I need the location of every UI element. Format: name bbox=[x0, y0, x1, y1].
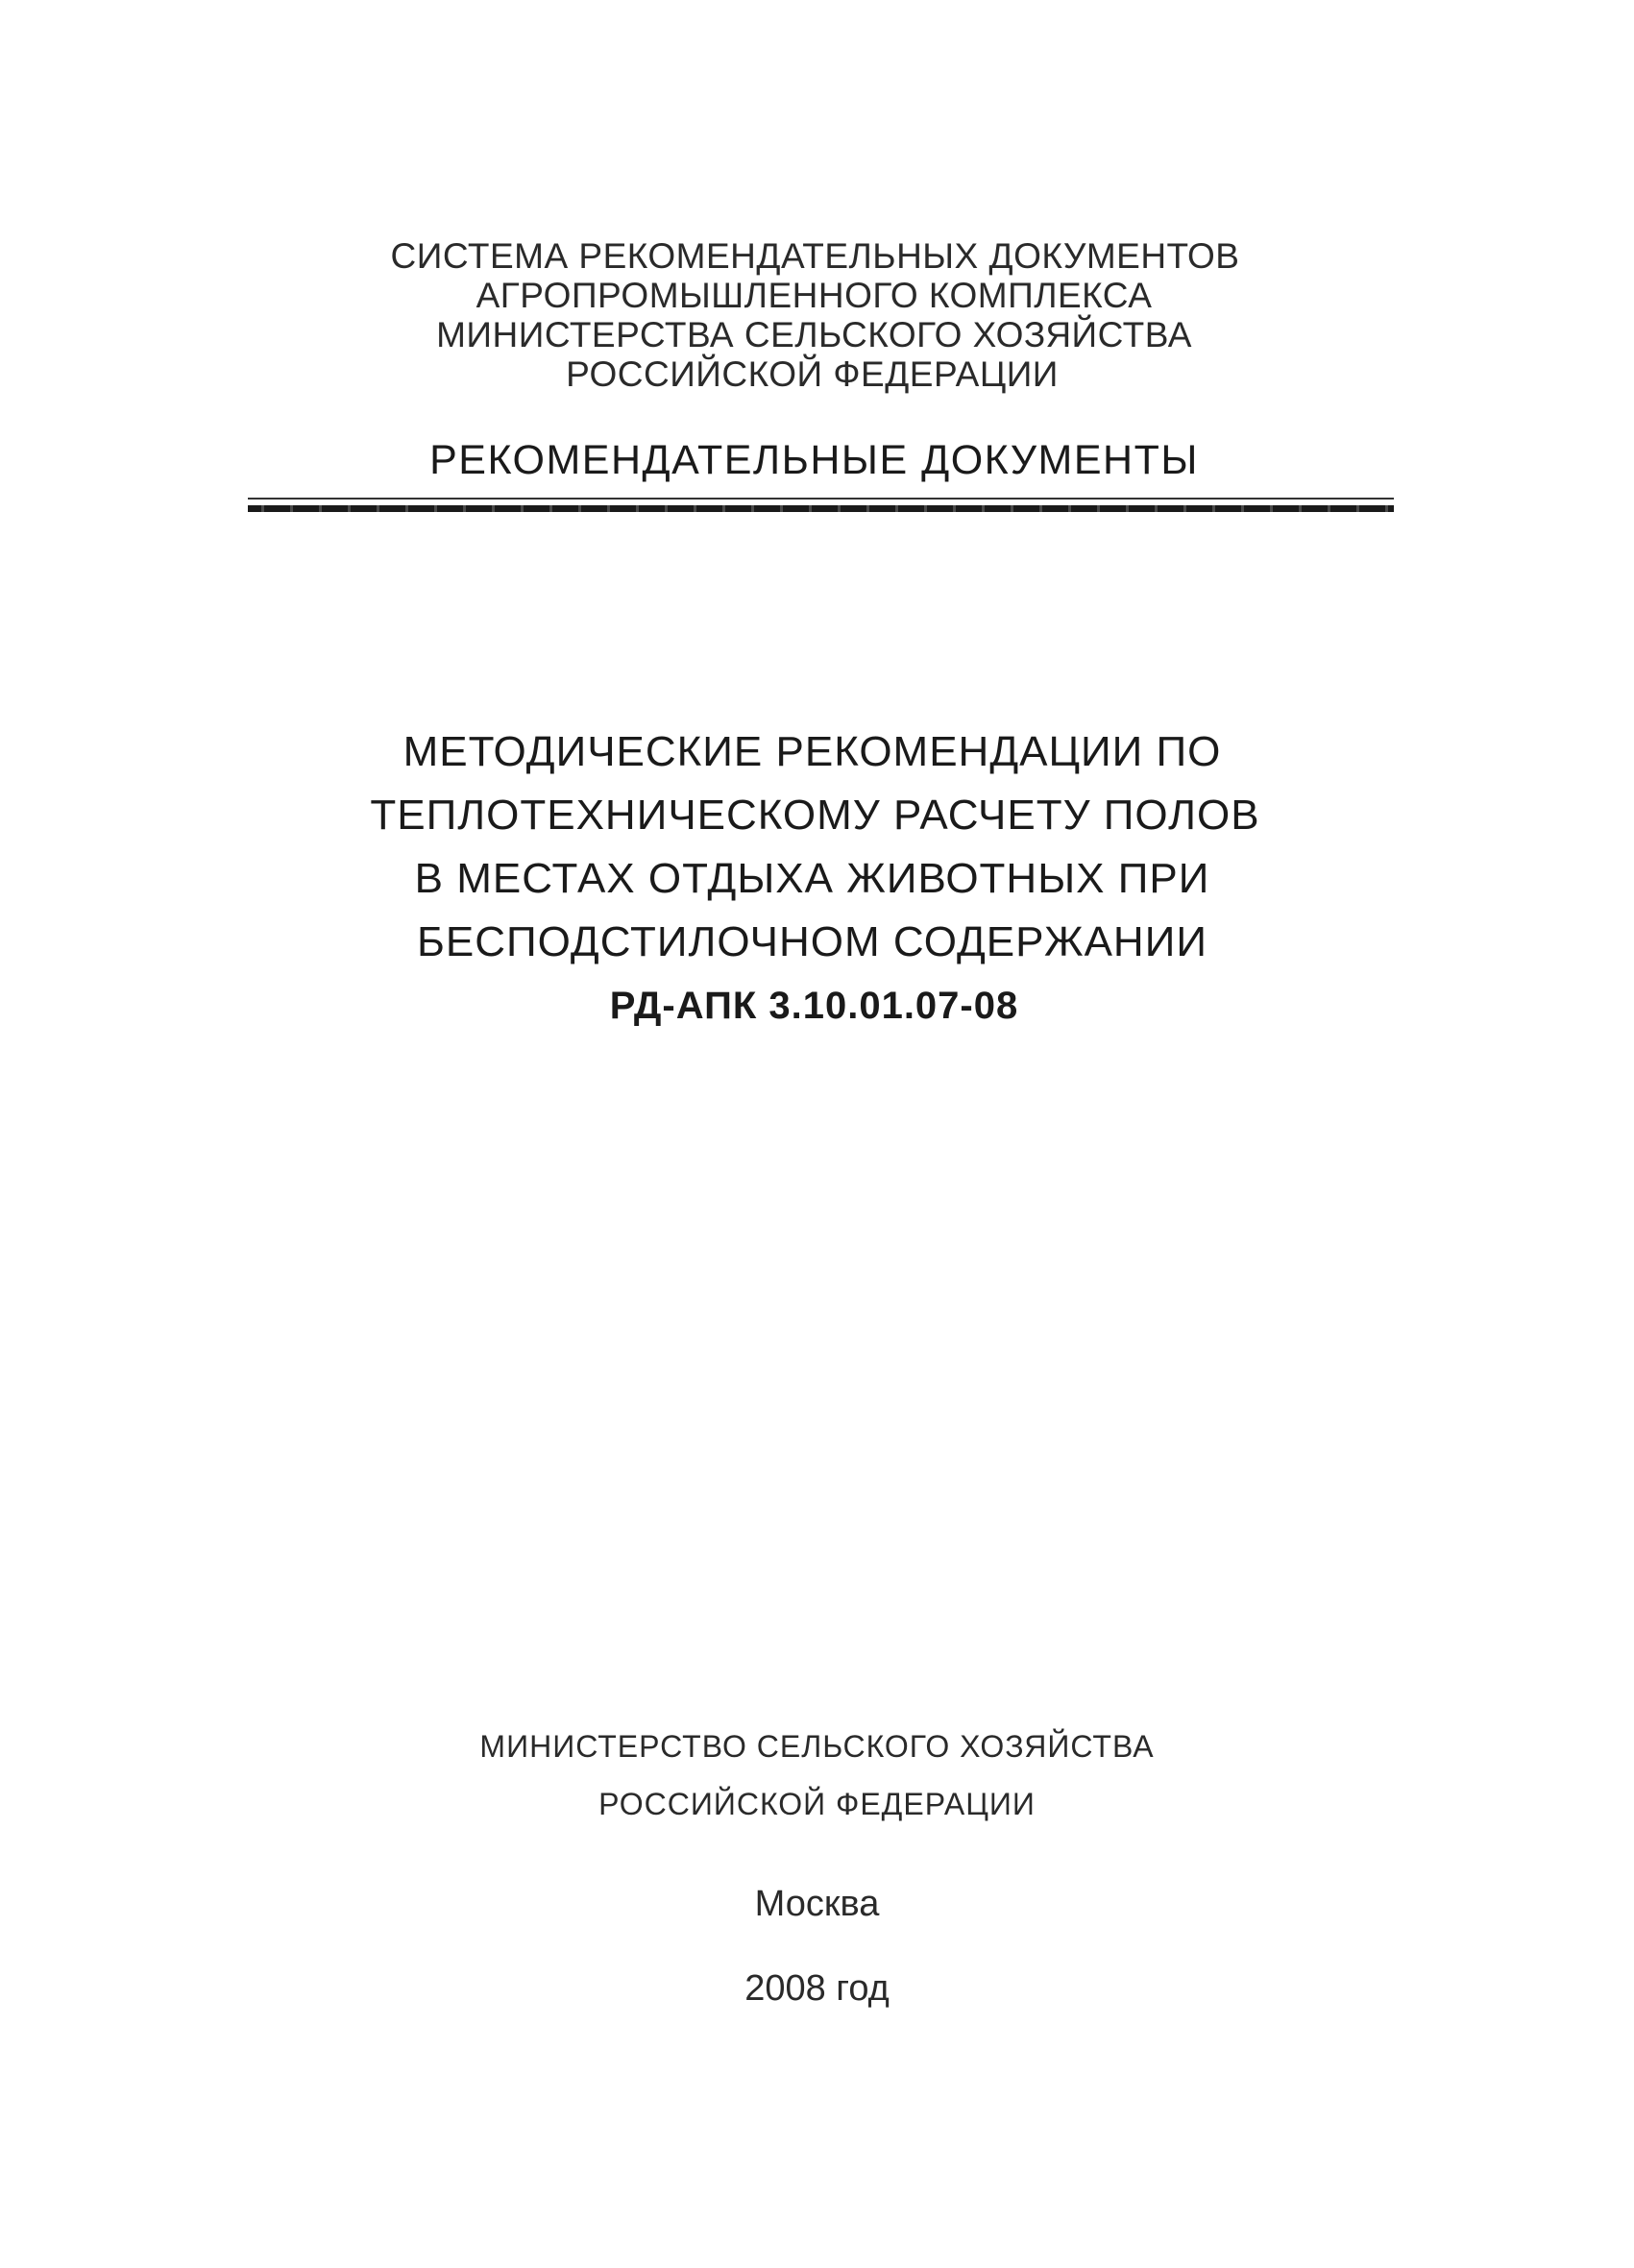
header-divider-thin bbox=[248, 498, 1394, 500]
system-header bbox=[0, 236, 1634, 394]
publisher-ministry-line-2: РОССИЙСКОЙ ФЕДЕРАЦИИ bbox=[598, 1787, 1036, 1821]
publication-year: 2008 год bbox=[744, 1968, 890, 2009]
publication-city: Москва bbox=[754, 1884, 880, 1924]
publisher-ministry-line-1: МИНИСТЕРСТВО СЕЛЬСКОГО ХОЗЯЙСТВА bbox=[479, 1729, 1155, 1764]
series-title: РЕКОМЕНДАТЕЛЬНЫЕ ДОКУМЕНТЫ bbox=[429, 437, 1199, 483]
document-code: РД-АПК 3.10.01.07-08 bbox=[609, 985, 1019, 1027]
publisher-ministry bbox=[0, 1718, 1634, 1833]
system-header-line-1: СИСТЕМА РЕКОМЕНДАТЕЛЬНЫХ ДОКУМЕНТОВ bbox=[390, 236, 1240, 276]
system-header-line-3: МИНИСТЕРСТВА СЕЛЬСКОГО ХОЗЯЙСТВА bbox=[436, 315, 1192, 354]
document-title-line-2: ТЕПЛОТЕХНИЧЕСКОМУ РАСЧЕТУ ПОЛОВ bbox=[370, 792, 1260, 839]
header-divider-thick bbox=[248, 505, 1394, 512]
document-title-line-3: В МЕСТАХ ОТДЫХА ЖИВОТНЫХ ПРИ bbox=[414, 855, 1210, 902]
document-title-line-4: БЕСПОДСТИЛОЧНОМ СОДЕРЖАНИИ bbox=[417, 918, 1207, 965]
system-header-line-2: АГРОПРОМЫШЛЕННОГО КОМПЛЕКСА bbox=[476, 276, 1153, 315]
document-title bbox=[0, 720, 1634, 1037]
document-title-line-1: МЕТОДИЧЕСКИЕ РЕКОМЕНДАЦИИ ПО bbox=[402, 728, 1222, 775]
system-header-line-4: РОССИЙСКОЙ ФЕДЕРАЦИИ bbox=[566, 354, 1059, 394]
